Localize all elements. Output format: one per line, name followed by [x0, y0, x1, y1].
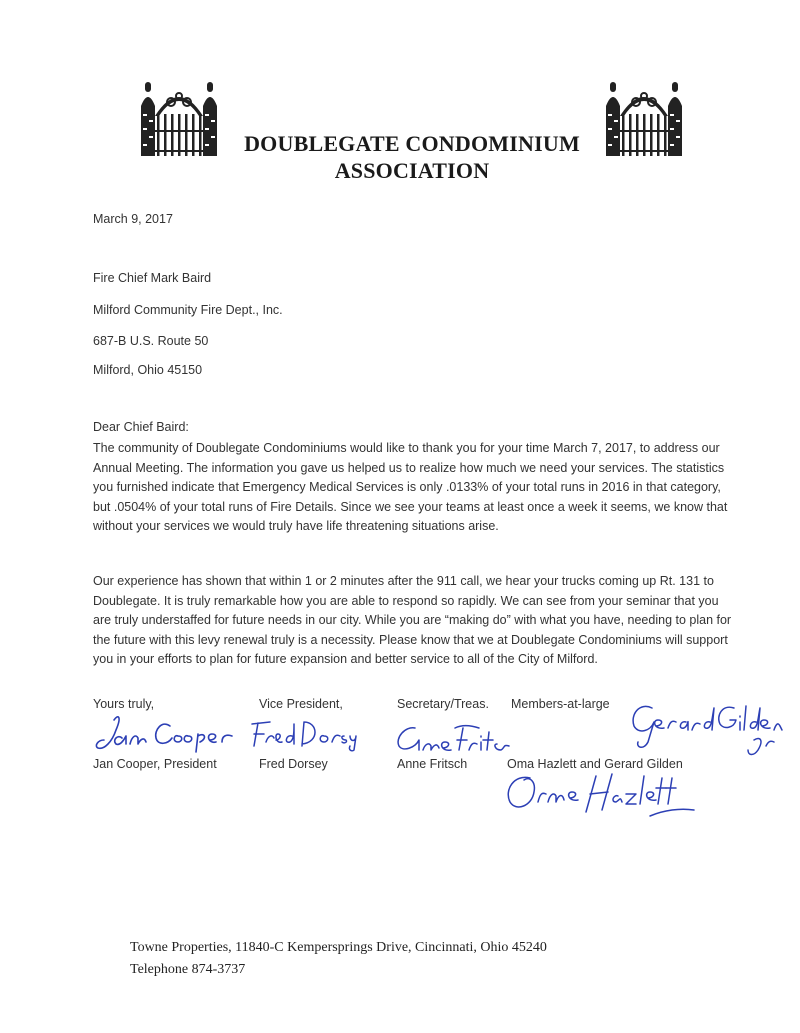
gate-icon [139, 80, 219, 158]
salutation: Dear Chief Baird: [93, 420, 189, 434]
title-secretary: Secretary/Treas. [397, 697, 489, 711]
signature-anne-fritsch [393, 720, 513, 756]
signature-jan-cooper [92, 712, 242, 756]
name-vice-president: Fred Dorsey [259, 757, 328, 771]
name-secretary: Anne Fritsch [397, 757, 468, 771]
signature-oma-hazlett [500, 768, 700, 822]
title-vice-president: Vice President, [259, 697, 343, 711]
recipient-city: Milford, Ohio 45150 [93, 363, 203, 377]
recipient-organization: Milford Community Fire Dept., Inc. [93, 303, 283, 317]
title-members: Members-at-large [511, 697, 610, 711]
gate-icon [604, 80, 684, 158]
letter-date: March 9, 2017 [93, 212, 173, 226]
name-members: Oma Hazlett and Gerard Gilden [507, 757, 683, 771]
footer-telephone: Telephone 874-3737 [130, 962, 246, 977]
closing: Yours truly, [93, 697, 155, 711]
name-president: Jan Cooper, President [93, 757, 217, 771]
association-name: DOUBLEGATE CONDOMINIUM ASSOCIATION [244, 131, 580, 183]
body-paragraph: The community of Doublegate Condominiums would like to thank you for your time March 7, 2017, to address our Annual Meeting. The information you gave us helped us to realize how much we need your services. The statistics you furnished indicate that Emergency Medical Services is only .0133% of your total runs in 2016 in that category, but .0504% of your total runs of Fire Details. Since we see your teams at least once a week it seems, we know that without your services we would truly have life threatening situations arise. [93, 441, 728, 534]
recipient-name: Fire Chief Mark Baird [93, 271, 212, 285]
signature-fred-dorsey [248, 712, 360, 752]
footer-address: Towne Properties, 11840-C Kempersprings Drive, Cincinnati, Ohio 45240 [130, 940, 547, 955]
signature-gerard-gilden [626, 700, 790, 762]
recipient-street: 687-B U.S. Route 50 [93, 334, 209, 348]
body-paragraph: Our experience has shown that within 1 or 2 minutes after the 911 call, we hear your trucks coming up Rt. 131 to Doublegate. It is truly remarkable how you are able to respond so rapidly. We can see from your seminar that you are truly understaffed for future needs in our city. While you are “making do” with what you have, needing to plan for the future with this levy renewal truly is a necessity. Please know that we at Doublegate Condominiums will support you in your efforts to plan for future expansion and better service to all of the City of Milford. [93, 574, 732, 667]
